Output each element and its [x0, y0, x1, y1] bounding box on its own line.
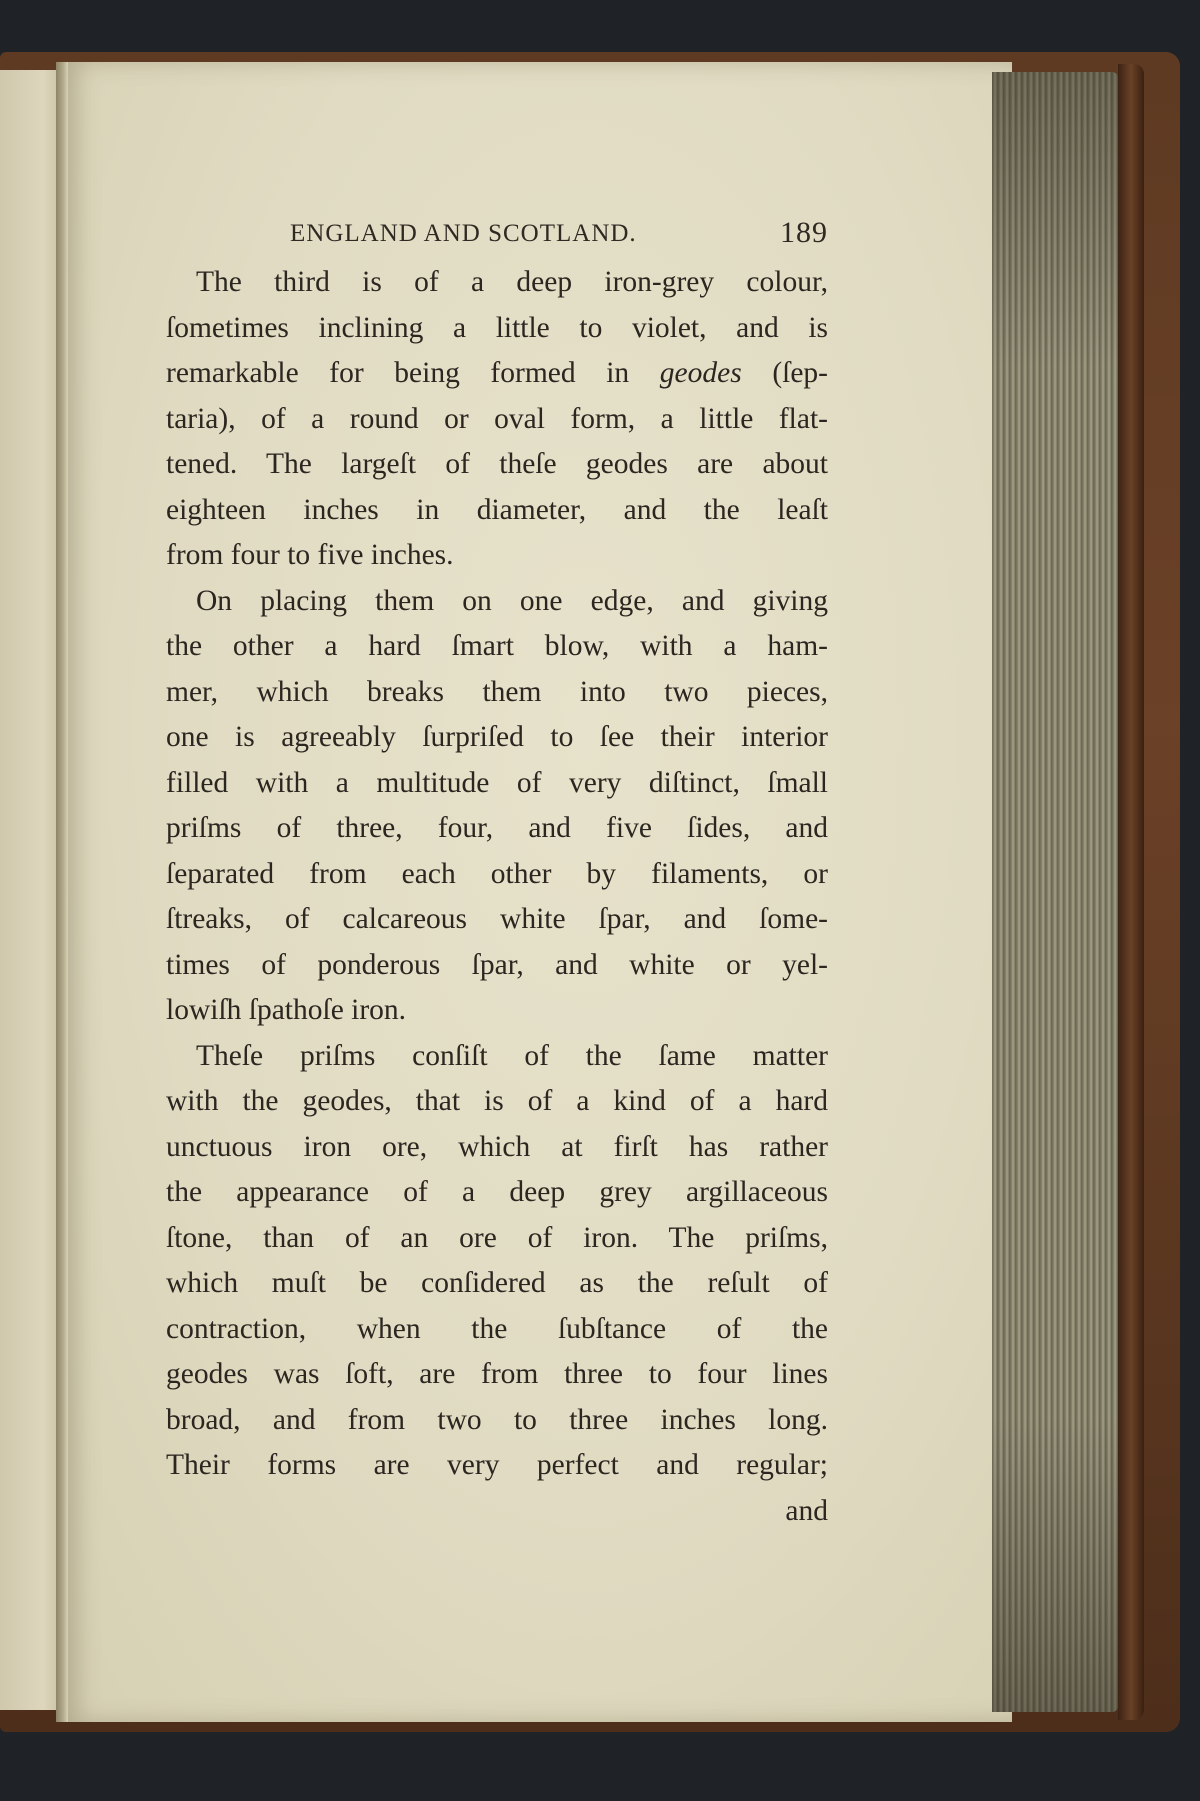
text-line: lowiſh ſpathoſe iron. [166, 994, 407, 1026]
text-line: ſometimes inclining a little to violet, and is [166, 311, 828, 344]
text-line: ſtone, than of an ore of iron. The priſms, [166, 1221, 828, 1254]
text-line: mer, which breaks them into two pieces, [166, 675, 828, 708]
text-line: The third is of a deep iron-grey colour, [196, 266, 828, 298]
page-gutter [56, 62, 68, 1722]
text-line: priſms of three, four, and five ſides, and [166, 812, 828, 844]
running-head [166, 210, 828, 260]
text-segment: remarkable for being formed in [166, 357, 660, 389]
back-cover-edge [1118, 64, 1144, 1720]
running-head-title: ENGLAND AND SCOTLAND. [290, 220, 637, 247]
previous-page-edge [0, 70, 62, 1710]
text-line-with-italic [166, 351, 828, 397]
text-line: eighteen inches in diameter, and the leaſt [166, 493, 828, 526]
italic-term: geodes [659, 357, 742, 389]
text-segment: (ſep- [741, 357, 828, 389]
text-line: ſtreaks, of calcareous white ſpar, and ſome- [166, 903, 828, 935]
text-line: Their forms are very perfect and regular; [166, 1449, 828, 1481]
text-block [166, 210, 828, 1534]
text-line: contraction, when the ſubſtance of the [166, 1312, 828, 1345]
catchword: and [785, 1494, 828, 1527]
text-line: from four to five inches. [166, 539, 454, 571]
text-line: one is agreeably ſurpriſed to ſee their interior [166, 721, 828, 753]
text-line: filled with a multitude of very diſtinct, ſmall [166, 766, 828, 799]
text-line: with the geodes, that is of a kind of a hard [166, 1085, 828, 1117]
text-line: the appearance of a deep grey argillaceous [166, 1176, 828, 1208]
text-line: On placing them on one edge, and giving [196, 584, 828, 617]
text-line: Theſe priſms conſiſt of the ſame matter [196, 1039, 828, 1072]
text-line: times of ponderous ſpar, and white or yel- [166, 948, 828, 981]
text-line: which muſt be conſidered as the reſult of [166, 1267, 828, 1299]
text-line: ſeparated from each other by filaments, or [166, 857, 828, 890]
page-edges-shadow [992, 72, 1118, 1712]
text-line: unctuous iron ore, which at firſt has rather [166, 1130, 828, 1163]
text-line: the other a hard ſmart blow, with a ham- [166, 630, 828, 662]
text-line: tened. The largeſt of theſe geodes are about [166, 448, 828, 480]
text-line: taria), of a round or oval form, a little flat- [166, 402, 828, 435]
text-line: geodes was ſoft, are from three to four lines [166, 1358, 828, 1390]
text-line: broad, and from two to three inches long. [166, 1403, 828, 1436]
page-number: 189 [780, 216, 828, 249]
